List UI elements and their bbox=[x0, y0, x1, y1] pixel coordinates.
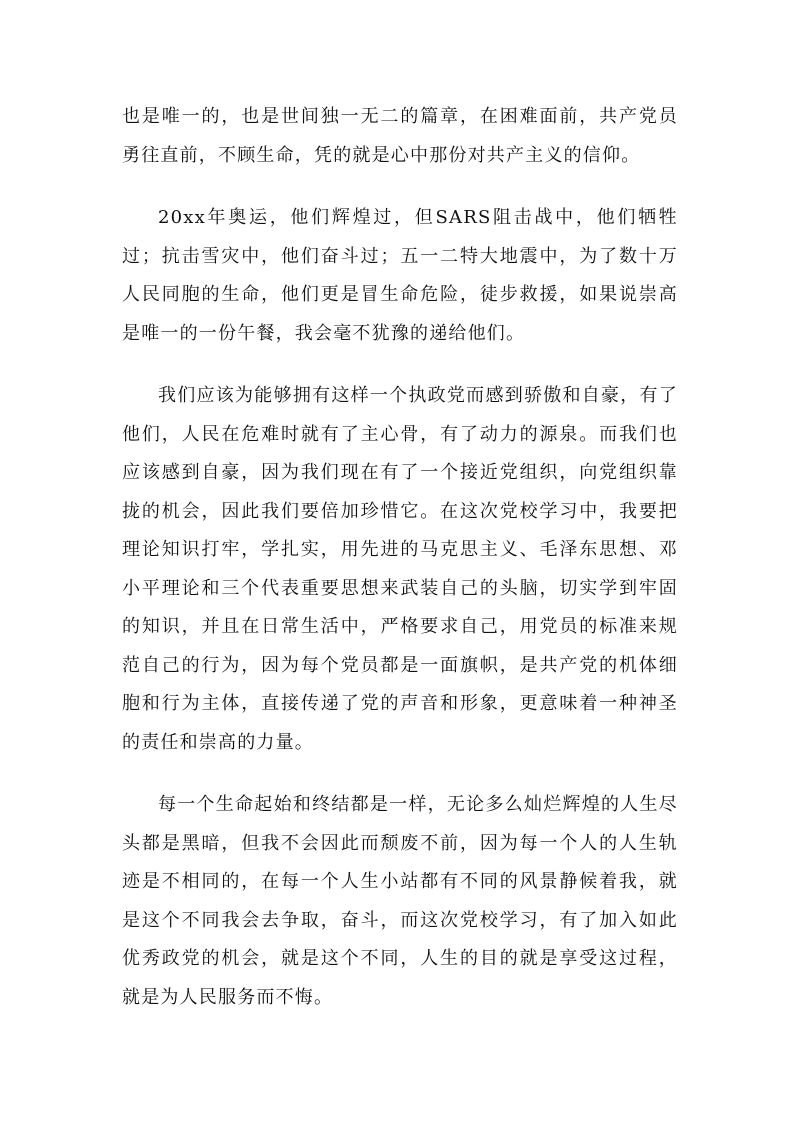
paragraph-1: 也是唯一的，也是世间独一无二的篇章，在困难面前，共产党员勇往直前，不顾生命，凭的就是心中那份对共产主义的信仰。 bbox=[122, 106, 678, 166]
document-body bbox=[122, 98, 678, 1041]
paragraph-3: 我们应该为能够拥有这样一个执政党而感到骄傲和自豪，有了他们，人民在危难时就有了主心骨，有了动力的源泉。而我们也应该感到自豪，因为我们现在有了一个接近党组织，向党组织靠拢的机会，因此我们要倍加珍惜它。在这次党校学习中，我要把理论知识打牢，学扎实，用先进的马克思主义、毛泽东思想、邓小平理论和三个代表重要思想来武装自己的头脑，切实学到牢固的知识，并且在日常生活中，严格要求自己，用党员的标准来规范自己的行为，因为每个党员都是一面旗帜，是共产党的机体细胞和行为主体，直接传递了党的声音和形象，更意味着一种神圣的责任和崇高的力量。 bbox=[122, 385, 678, 753]
paragraph-2: 20xx年奥运，他们辉煌过，但SARS阻击战中，他们牺牲过；抗击雪灾中，他们奋斗过；五一二特大地震中，为了数十万人民同胞的生命，他们更是冒生命危险，徒步救援，如果说崇高是唯一的一份午餐，我会毫不犹豫的递给他们。 bbox=[122, 207, 678, 344]
paragraph-4: 每一个生命起始和终结都是一样，无论多么灿烂辉煌的人生尽头都是黑暗，但我不会因此而颓废不前，因为每一个人的人生轨迹是不相同的，在每一个人生小站都有不同的风景静候着我，就是这个不同我会去争取，奋斗，而这次党校学习，有了加入如此优秀政党的机会，就是这个不同，人生的目的就是享受这过程，就是为人民服务而不悔。 bbox=[122, 794, 678, 1008]
